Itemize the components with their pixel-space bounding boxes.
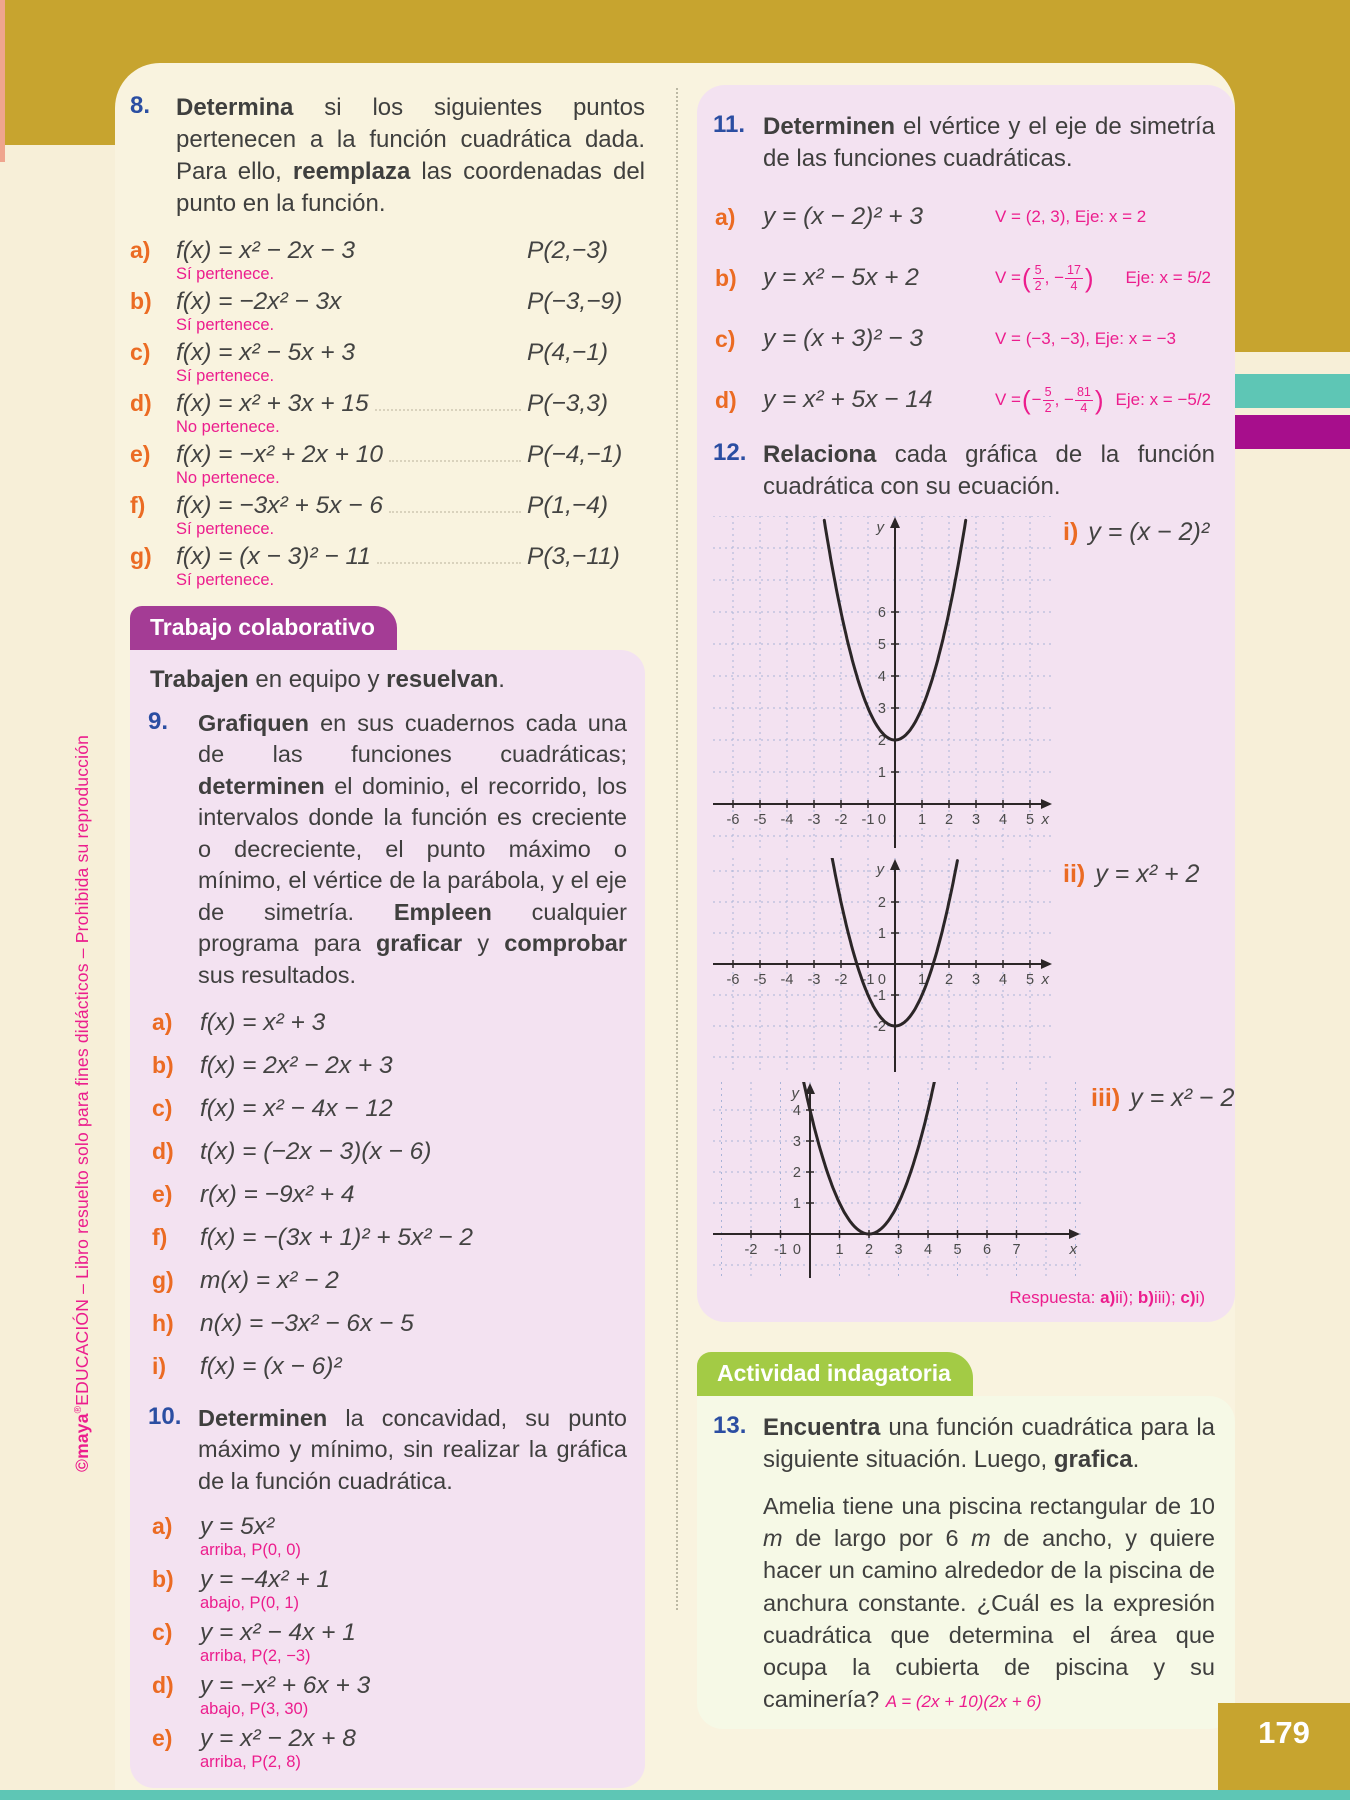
point: P(−4,−1) [527,440,623,468]
left-column [130,92,645,1788]
svg-text:1: 1 [835,1241,844,1258]
collaborative-work-badge: Trabajo colaborativo [130,606,397,650]
svg-text:2: 2 [877,894,886,911]
parabola-graph-a [713,516,1053,848]
svg-text:5: 5 [1025,971,1035,988]
axis-answer: Eje: x = −5/2 [1115,390,1211,410]
collab-lead: Trabajen en equipo y resuelvan. [150,665,505,693]
formula: f(x) = x² + 3 [200,1008,326,1036]
svg-text:-2: -2 [744,1241,758,1258]
equation-option-iii: iii) y = x² − 2 [1091,1083,1235,1112]
exercise-13-answer: A = (2x + 10)(2x + 6) [885,1692,1042,1712]
inquiry-activity-badge: Actividad indagatoria [697,1352,973,1396]
bottom-teal-strip [0,1790,1350,1800]
formula: n(x) = −3x² − 6x − 5 [200,1309,414,1337]
svg-text:x: x [1069,1240,1077,1258]
answer: No pertenece. [176,417,280,436]
parabola-graph-c [713,1082,1081,1278]
exercise-9-number: 9. [148,707,169,735]
answer: Sí pertenece. [176,264,275,283]
svg-text:x: x [1041,970,1049,988]
svg-text:y: y [791,1084,799,1102]
exercise-12-intro: Relaciona cada gráfica de la función cuadrática con su ecuación. [763,441,1215,501]
exercise-item-9h: h) n(x) = −3x² − 6x − 5 [152,1309,414,1337]
svg-text:y: y [876,518,884,536]
answer: V = (−3, −3), Eje: x = −3 [995,329,1176,349]
point: P(3,−11) [527,542,620,570]
exercise-item-9a: a) f(x) = x² + 3 [152,1008,326,1036]
page-number-block [1218,1703,1350,1792]
exercise-item-8f: f) f(x) = −3x² + 5x − 6 P(1,−4) Sí pertenece. [130,492,645,539]
exercise-8-items [130,237,645,590]
svg-text:-3: -3 [807,971,821,988]
svg-text:3: 3 [971,971,981,988]
exercise-item-10a: a) y = 5x² arriba, P(0, 0) [152,1513,627,1560]
svg-text:0: 0 [792,1241,801,1258]
exercise-item-9f: f) f(x) = −(3x + 1)² + 5x² − 2 [152,1223,474,1251]
svg-text:-2: -2 [873,1018,886,1035]
magenta-edge-bar [1233,415,1350,449]
svg-text:-3: -3 [807,811,821,828]
formula: y = (x − 2)² + 3 [763,203,923,231]
exercise-item-10b: b) y = −4x² + 1 abajo, P(0, 1) [152,1566,627,1613]
svg-text:4: 4 [923,1241,933,1258]
svg-text:3: 3 [792,1133,801,1150]
exercise-12-number: 12. [713,439,747,467]
svg-text:-1: -1 [774,1241,787,1258]
gold-right-block [1233,0,1350,352]
formula: t(x) = (−2x − 3)(x − 6) [200,1137,432,1165]
svg-text:6: 6 [877,604,886,621]
svg-text:3: 3 [971,811,981,828]
answer: V = ( − $\frac{5}{2}$ , − $\frac{81}{4}$ ) [995,385,1104,416]
formula: y = (x + 3)² − 3 [763,325,923,353]
gold-left-block [5,0,115,145]
dotted-leader [377,548,521,564]
formula: f(x) = 2x² − 2x + 3 [200,1051,393,1079]
answer: Sí pertenece. [176,519,275,538]
svg-text:-1: -1 [861,811,875,828]
parabola-graph-b [713,858,1053,1072]
svg-text:-4: -4 [780,971,794,988]
svg-text:4: 4 [998,971,1008,988]
svg-text:5: 5 [953,1241,962,1258]
point: P(−3,3) [527,389,609,417]
exercise-12 [713,439,1235,1307]
exercise-8-number: 8. [130,92,151,119]
formula: y = x² − 5x + 2 [763,264,919,292]
exercise-10 [148,1403,627,1772]
right-column [697,85,1235,1729]
svg-text:0: 0 [877,811,886,828]
exercise-11-intro: Determinen el vértice y el eje de simetría de las funciones cuadráticas. [763,113,1215,173]
formula: f(x) = −x² + 2x + 10 [176,440,383,468]
exercise-item-8c: c) f(x) = x² − 5x + 3 P(4,−1) Sí pertenece. [130,339,645,386]
point: P(−3,−9) [527,287,623,315]
svg-text:-1: -1 [873,987,886,1004]
exercise-10-intro: Determinen la concavidad, su punto máximo y mínimo, sin realizar la gráfica de la función cuadrática. [198,1404,627,1494]
svg-text:3: 3 [877,700,886,717]
exercise-13-body: Amelia tiene una piscina rectangular de 10 m de largo por 6 m de ancho, y quiere hacer un camino alrededor de la piscina de anchura constante. ¿Cuál es la expresión cuadrática que determina el área que ocupa la cubierta de piscina y su caminería? A = (2x + 10)(2x + 6) [763,1492,1215,1713]
svg-text:2: 2 [944,971,954,988]
exercise-item-8d: d) f(x) = x² + 3x + 15 P(−3,3) No pertenece. [130,390,645,437]
svg-text:-6: -6 [726,811,740,828]
formula: f(x) = (x − 3)² − 11 [176,542,371,570]
svg-text:1: 1 [917,971,927,988]
exercise-12-answer: Respuesta: a)ii); b)iii); c)i) [1009,1287,1205,1307]
svg-text:4: 4 [792,1102,801,1119]
exercise-item-8g: g) f(x) = (x − 3)² − 11 P(3,−11) Sí pertenece. [130,543,645,590]
svg-text:y: y [876,860,884,878]
formula: f(x) = −2x² − 3x [176,287,342,315]
exercise-11 [713,111,1215,422]
top-gold-band [5,0,1350,63]
graph-figure-a [713,516,1215,848]
svg-text:2: 2 [792,1164,801,1181]
svg-text:5: 5 [1025,811,1035,828]
graph-figure-b [713,858,1215,1072]
exercise-item-10c: c) y = x² − 4x + 1 arriba, P(2, −3) [152,1619,627,1666]
formula: f(x) = −(3x + 1)² + 5x² − 2 [200,1223,474,1251]
svg-text:7: 7 [1012,1241,1021,1258]
svg-text:-1: -1 [861,971,875,988]
svg-text:-5: -5 [753,811,767,828]
exercise-item-9i: i) f(x) = (x − 6)² [152,1352,342,1380]
exercise-8 [130,92,645,590]
dotted-leader [375,395,521,411]
graph-figure-c [713,1082,1235,1278]
svg-text:4: 4 [998,811,1008,828]
formula: r(x) = −9x² + 4 [200,1180,355,1208]
exercise-9 [148,708,627,1381]
svg-text:1: 1 [877,764,886,781]
copyright-vertical-text: ©maya®EDUCACIÓN – Libro resuelto solo para fines didácticos – Prohibida su reproducción [72,734,92,1472]
answer: arriba, P(2, −3) [200,1647,311,1666]
svg-text:-2: -2 [834,971,848,988]
point: P(2,−3) [527,236,609,264]
exercise-10-number: 10. [148,1402,182,1430]
answer: Sí pertenece. [176,315,275,334]
exercise-9-items [148,1009,627,1381]
exercise-item-11b: b) y = x² − 5x + 2 V = ( 5 2 , − $\frac{17}{4}$ ) Eje: x = 5/2 [715,263,1211,294]
svg-text:-4: -4 [780,811,794,828]
formula: y = x² − 4x + 1 [200,1619,356,1647]
exercise-11-number: 11. [713,111,746,138]
inquiry-activity-panel [697,1396,1235,1730]
answer: Sí pertenece. [176,570,275,589]
exercise-13-intro: Encuentra una función cuadrática para la siguiente situación. Luego, grafica. [763,1413,1215,1473]
dotted-leader [389,497,521,513]
answer: V = (2, 3), Eje: x = 2 [995,207,1147,227]
formula: y = x² − 2x + 8 [200,1725,356,1753]
formula: y = −x² + 6x + 3 [200,1672,371,1700]
point: P(4,−1) [527,338,609,366]
answer: V = ( 5 2 , − $\frac{17}{4}$ ) [995,263,1094,294]
answer: arriba, P(2, 8) [200,1753,301,1772]
exercise-item-11a: a) y = (x − 2)² + 3 V = (2, 3), Eje: x = 2 [715,203,1147,231]
svg-text:1: 1 [877,925,886,942]
exercise-item-9b: b) f(x) = 2x² − 2x + 3 [152,1051,393,1079]
svg-text:4: 4 [877,668,886,685]
exercise-item-9e: e) r(x) = −9x² + 4 [152,1180,355,1208]
axis-answer: Eje: x = 5/2 [1125,268,1211,288]
teal-edge-bar [1233,374,1350,408]
svg-text:3: 3 [894,1241,903,1258]
exercise-item-10e: e) y = x² − 2x + 8 arriba, P(2, 8) [152,1725,627,1772]
svg-text:2: 2 [944,811,954,828]
column-divider [676,88,678,1610]
dotted-leader [389,446,521,462]
page-number: 179 [1258,1715,1310,1750]
svg-text:-5: -5 [753,971,767,988]
formula: f(x) = (x − 6)² [200,1352,342,1380]
formula: y = −4x² + 1 [200,1566,331,1594]
formula: f(x) = x² + 3x + 15 [176,389,369,417]
formula: f(x) = x² − 4x − 12 [200,1094,393,1122]
formula: f(x) = x² − 5x + 3 [176,338,356,366]
exercise-13-number: 13. [713,1411,747,1439]
exercise-item-9g: g) m(x) = x² − 2 [152,1266,339,1294]
answer: abajo, P(3, 30) [200,1700,309,1719]
exercise-item-9d: d) t(x) = (−2x − 3)(x − 6) [152,1137,432,1165]
equation-option-i: i) y = (x − 2)² [1063,517,1210,546]
svg-text:1: 1 [792,1195,801,1212]
exercise-item-11c: c) y = (x + 3)² − 3 V = (−3, −3), Eje: x = −3 [715,325,1176,353]
formula: f(x) = −3x² + 5x − 6 [176,491,383,519]
svg-text:0: 0 [877,971,886,988]
svg-text:2: 2 [877,732,886,749]
answer: No pertenece. [176,468,280,487]
equation-option-ii: ii) y = x² + 2 [1063,859,1200,888]
exercise-9-intro: Grafiquen en sus cuadernos cada una de las funciones cuadráticas; determinen el dominio, el recorrido, los intervalos donde la función es creciente o decreciente, el punto máximo o mínimo, el vértice de la parábola, y el eje de simetría. Empleen cualquier programa para graficar y comprobar sus resultados. [198,709,628,988]
svg-text:-2: -2 [834,811,848,828]
point: P(1,−4) [527,491,609,519]
exercise-8-intro: Determina si los siguientes puntos pertenecen a la función cuadrática dada. Para ello, reemplaza las coordenadas del punto en la función. [176,94,646,218]
svg-text:1: 1 [917,811,927,828]
exercise-11-items [713,195,1215,422]
answer: arriba, P(0, 0) [200,1541,301,1560]
svg-text:6: 6 [982,1241,992,1258]
formula: m(x) = x² − 2 [200,1266,339,1294]
svg-text:-6: -6 [726,971,740,988]
formula: y = x² + 5x − 14 [763,386,933,414]
exercise-item-9c: c) f(x) = x² − 4x − 12 [152,1094,393,1122]
answer: Sí pertenece. [176,366,275,385]
exercise-item-8b: b) f(x) = −2x² − 3x P(−3,−9) Sí pertenece. [130,288,645,335]
exercises-11-12-panel [697,85,1235,1322]
exercise-item-8a: a) f(x) = x² − 2x − 3 P(2,−3) Sí pertenece. [130,237,645,284]
inquiry-activity-section [697,1352,1235,1730]
formula: f(x) = x² − 2x − 3 [176,236,356,264]
exercise-item-10d: d) y = −x² + 6x + 3 abajo, P(3, 30) [152,1672,627,1719]
svg-text:2: 2 [864,1241,874,1258]
exercise-10-items [148,1513,627,1772]
exercise-item-8e: e) f(x) = −x² + 2x + 10 P(−4,−1) No pertenece. [130,441,645,488]
collaborative-work-panel [130,650,645,1789]
svg-text:5: 5 [877,636,886,653]
svg-text:x: x [1041,810,1049,828]
answer: abajo, P(0, 1) [200,1594,300,1613]
exercise-item-11d: d) y = x² + 5x − 14 V = ( − $\frac{5}{2}$ , − $\frac{81}{4}$ ) Eje: x = −5/2 [715,385,1211,416]
formula: y = 5x² [200,1513,275,1541]
